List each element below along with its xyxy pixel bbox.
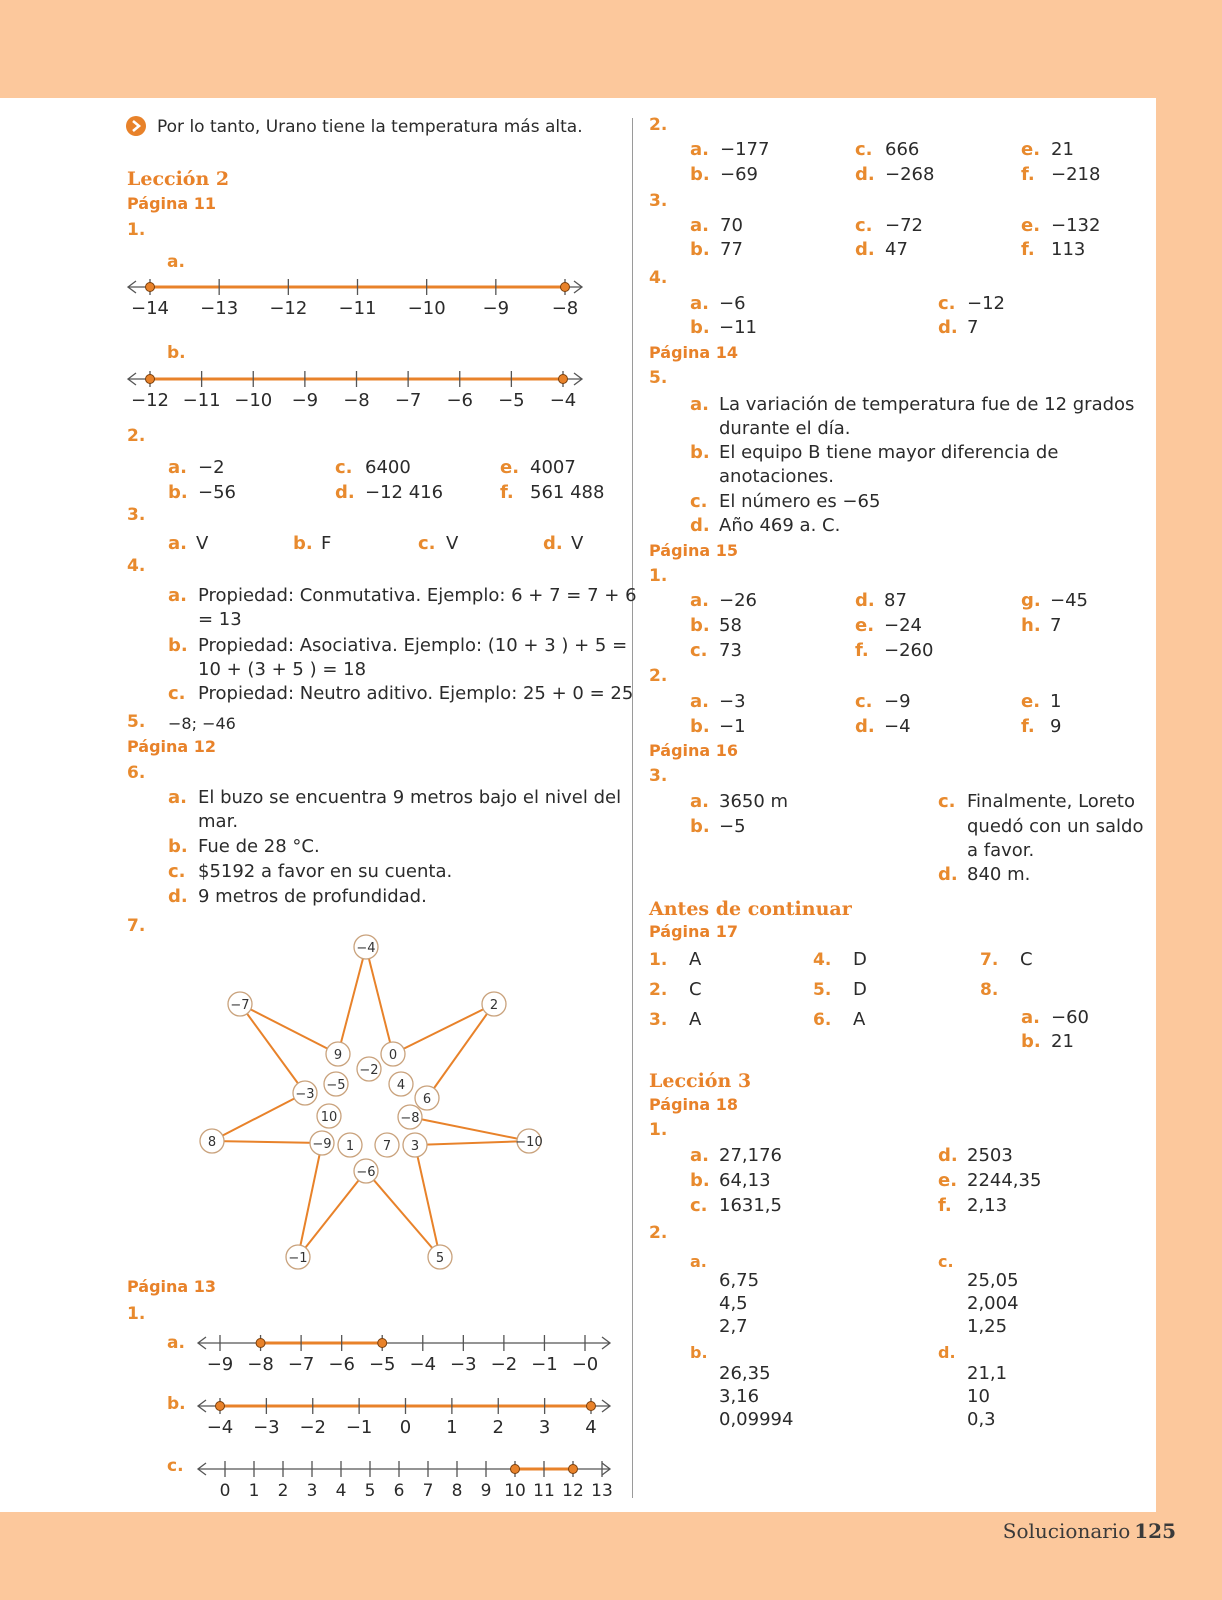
answer-number: 1.	[649, 950, 668, 970]
lesson-3-heading: Lección 3	[649, 1070, 752, 1092]
r-q5c-letter: c.	[690, 491, 708, 512]
star-node-label: −7	[230, 998, 250, 1013]
answer-letter: g.	[1021, 590, 1041, 611]
star-edge	[338, 947, 366, 1054]
p18-q2b-v2: 0,09994	[719, 1409, 794, 1430]
q4-number: 4.	[127, 556, 146, 576]
answer-letter: d.	[855, 590, 875, 611]
p16b-letter: b.	[690, 816, 710, 837]
page-11-label: Página 11	[127, 194, 217, 213]
star-node-label: 9	[333, 1048, 343, 1063]
answer-value: 113	[1051, 239, 1086, 260]
answer-letter: d.	[543, 533, 563, 554]
answer-letter: d.	[855, 716, 875, 737]
answer-value: −72	[885, 215, 923, 236]
answer-letter: c.	[855, 691, 873, 712]
answer-letter: f.	[938, 1195, 952, 1216]
star-node-label: −5	[326, 1078, 346, 1093]
tick-label: −9	[291, 390, 319, 411]
tick-label: −0	[571, 1354, 599, 1375]
point-marker	[378, 1339, 387, 1348]
star-node-label: −8	[400, 1111, 420, 1126]
answer-letter: a.	[690, 215, 709, 236]
answer-letter: a.	[690, 293, 709, 314]
answer-value: −45	[1050, 590, 1088, 611]
r-q4-number: 4.	[649, 268, 668, 288]
q4b-line2: 10 + (3 + 5 ) = 18	[198, 659, 367, 680]
tick-label: −7	[394, 390, 422, 411]
answer-value: 21	[1051, 139, 1074, 160]
star-edge	[212, 1093, 305, 1141]
q4c-letter: c.	[168, 683, 186, 704]
answer-value: 1	[1050, 691, 1062, 712]
p16c-line1: Finalmente, Loreto	[967, 791, 1135, 812]
tick-label: −1	[345, 1417, 373, 1438]
q6b-text: Fue de 28 °C.	[198, 836, 320, 857]
p17-8a-letter: a.	[1021, 1007, 1040, 1028]
point-marker	[587, 1402, 596, 1411]
p17-8b-value: 21	[1051, 1031, 1074, 1052]
q5-answer: −8; −46	[168, 714, 236, 733]
point-marker	[256, 1339, 265, 1348]
answer-letter: c.	[690, 640, 708, 661]
p16b-text: −5	[719, 816, 746, 837]
numberline-13c-svg	[0, 1449, 650, 1509]
star-edge	[298, 1171, 366, 1257]
star-node-label: 7	[382, 1139, 392, 1154]
r-q3-number: 3.	[649, 191, 668, 211]
star-node-label: −3	[295, 1087, 315, 1102]
page-18-label: Página 18	[649, 1095, 739, 1114]
star-edge	[393, 1004, 494, 1054]
answer-value: A	[689, 949, 702, 970]
tick-label: 12	[562, 1481, 584, 1501]
tick-label: −9	[206, 1354, 234, 1375]
tick-label: 2	[492, 1417, 504, 1438]
page-16-label: Página 16	[649, 741, 739, 760]
p18-q2a-v2: 2,7	[719, 1316, 748, 1337]
p15-q2-number: 2.	[649, 666, 668, 686]
star-node-label: 1	[345, 1139, 355, 1154]
star-edge	[240, 1004, 338, 1054]
answer-letter: c.	[418, 533, 436, 554]
q6a-letter: a.	[168, 787, 187, 808]
answer-letter: c.	[855, 139, 873, 160]
answer-value: 77	[720, 239, 743, 260]
answer-value: 666	[885, 139, 920, 160]
answer-value: 70	[720, 215, 743, 236]
answer-value: 58	[719, 615, 742, 636]
page-number: 125	[1134, 1519, 1176, 1543]
answer-letter: b.	[690, 239, 710, 260]
r-q5d-letter: d.	[690, 515, 710, 536]
star-node-label: −1	[288, 1251, 308, 1266]
r-q5a-line1: La variación de temperatura fue de 12 grados	[719, 394, 1135, 415]
star-node-label: 2	[489, 998, 499, 1013]
tick-label: −9	[482, 298, 510, 319]
star-edge	[212, 1141, 322, 1143]
answer-value: −26	[719, 590, 757, 611]
tick-label: 13	[591, 1481, 613, 1501]
numberline-a-label: a.	[167, 252, 185, 272]
answer-value: V	[446, 533, 459, 554]
answer-value: −12 416	[365, 482, 444, 503]
p18-q2a-v1: 4,5	[719, 1293, 748, 1314]
star-edge	[427, 1004, 494, 1098]
p18-q2c-v0: 25,05	[967, 1270, 1019, 1291]
answer-value: 87	[884, 590, 907, 611]
answer-value: 47	[885, 239, 908, 260]
lesson-2-heading: Lección 2	[127, 168, 230, 190]
point-marker	[216, 1402, 225, 1411]
star-node-label: 5	[435, 1251, 445, 1266]
answer-value: −56	[198, 482, 236, 503]
star-node-label: 3	[410, 1139, 420, 1154]
answer-value: D	[853, 979, 867, 1000]
star-node-label: 0	[388, 1048, 398, 1063]
tick-label: −8	[551, 298, 579, 319]
numberline-13b-label: b.	[167, 1394, 186, 1414]
tick-label: −2	[490, 1354, 518, 1375]
tick-label: 10	[504, 1481, 526, 1501]
star-node-label: 6	[422, 1092, 432, 1107]
p18-q2b-v0: 26,35	[719, 1363, 771, 1384]
answer-value: 6400	[365, 457, 411, 478]
answer-value: −218	[1051, 164, 1101, 185]
answer-value: −69	[720, 164, 758, 185]
answer-value: −2	[198, 457, 225, 478]
numberline-13a-svg	[0, 1323, 650, 1383]
answer-value: 2,13	[967, 1195, 1008, 1216]
p18-q2b-v1: 3,16	[719, 1386, 760, 1407]
answer-value: V	[571, 533, 584, 554]
answer-value: −3	[719, 691, 746, 712]
tick-label: −1	[531, 1354, 558, 1375]
p18-q2c-v2: 1,25	[967, 1316, 1008, 1337]
tick-label: −8	[247, 1354, 274, 1375]
answer-number: 2.	[649, 980, 668, 1000]
answer-letter: e.	[938, 1170, 958, 1191]
star-node-label: −9	[312, 1137, 332, 1152]
tick-label: −3	[450, 1354, 477, 1375]
r-q5-number: 5.	[649, 368, 668, 388]
answer-letter: f.	[1021, 716, 1035, 737]
answer-number: 7.	[980, 950, 999, 970]
column-divider	[632, 118, 633, 1498]
q6c-letter: c.	[168, 861, 186, 882]
p16-q3-number: 3.	[649, 766, 668, 786]
answer-letter: c.	[335, 457, 353, 478]
tick-label: −2	[299, 1417, 327, 1438]
tick-label: 0	[399, 1417, 412, 1438]
r-q5a-line2: durante el día.	[719, 418, 851, 439]
tick-label: −10	[407, 298, 446, 319]
answer-letter: b.	[690, 1170, 710, 1191]
answer-value: −268	[885, 164, 935, 185]
p16a-letter: a.	[690, 791, 709, 812]
star-edge	[415, 1141, 529, 1145]
answer-value: −1	[719, 716, 746, 737]
answer-value: 2244,35	[967, 1170, 1042, 1191]
answer-value: 1631,5	[719, 1195, 782, 1216]
tick-label: −8	[343, 390, 370, 411]
tick-label: 4	[585, 1417, 597, 1438]
tick-label: 11	[533, 1481, 555, 1501]
answer-value: 9	[1050, 716, 1062, 737]
tick-label: −4	[206, 1417, 234, 1438]
answer-letter: b.	[690, 615, 710, 636]
tick-label: 9	[480, 1481, 492, 1501]
tick-label: 8	[451, 1481, 463, 1501]
tick-label: −7	[287, 1354, 315, 1375]
answer-letter: a.	[168, 457, 187, 478]
answer-value: 561 488	[530, 482, 605, 503]
p17-8a-value: −60	[1051, 1007, 1089, 1028]
answer-letter: d.	[938, 1145, 958, 1166]
footer-label: Solucionario	[1002, 1519, 1131, 1543]
answer-value: −6	[719, 293, 746, 314]
answer-letter: h.	[1021, 615, 1041, 636]
star-node-label: −2	[359, 1063, 379, 1078]
p18-q2c-v1: 2,004	[967, 1293, 1019, 1314]
r-q5b-line2: anotaciones.	[719, 466, 835, 487]
r-q5c-text: El número es −65	[719, 491, 881, 512]
intro-text: Por lo tanto, Urano tiene la temperatura más alta.	[157, 117, 583, 137]
q4a-line2: = 13	[198, 609, 242, 630]
star-edge	[240, 1004, 305, 1093]
answer-letter: f.	[1021, 239, 1035, 260]
tick-label: −3	[253, 1417, 280, 1438]
star-svg	[0, 0, 620, 1300]
p18-q2c-letter: c.	[938, 1252, 954, 1271]
p16a-text: 3650 m	[719, 791, 789, 812]
answer-value: −9	[884, 691, 911, 712]
q2-number: 2.	[127, 426, 146, 446]
answer-letter: e.	[1021, 139, 1041, 160]
answer-letter: b.	[293, 533, 313, 554]
page-17-label: Página 17	[649, 922, 739, 941]
answer-value: −11	[719, 317, 757, 338]
answer-letter: f.	[500, 482, 514, 503]
r-q5b-letter: b.	[690, 442, 710, 463]
q6d-letter: d.	[168, 886, 188, 907]
q5-number: 5.	[127, 712, 146, 732]
answer-value: C	[689, 979, 702, 1000]
answer-letter: a.	[690, 139, 709, 160]
p18-q2b-letter: b.	[690, 1343, 708, 1362]
q7-number: 7.	[127, 916, 146, 936]
answer-value: −12	[967, 293, 1005, 314]
numberline-13a-label: a.	[167, 1333, 185, 1353]
answer-value: 7	[967, 317, 979, 338]
q4a-letter: a.	[168, 585, 187, 606]
star-edge	[415, 1145, 440, 1257]
q6-number: 6.	[127, 763, 146, 783]
answer-letter: c.	[690, 1195, 708, 1216]
numberline-13b-svg	[0, 1386, 650, 1446]
answer-value: 73	[719, 640, 742, 661]
answer-number: 8.	[980, 980, 999, 1000]
tick-label: −5	[498, 390, 525, 411]
answer-letter: e.	[855, 615, 875, 636]
answer-value: 4007	[530, 457, 576, 478]
numberline-b-label: b.	[167, 343, 186, 363]
p18-q2d-v2: 0,3	[967, 1409, 996, 1430]
p16c-line2: quedó con un saldo	[967, 816, 1144, 837]
page-footer	[1003, 1519, 1176, 1543]
p16c-letter: c.	[938, 791, 956, 812]
q4a-line1: Propiedad: Conmutativa. Ejemplo: 6 + 7 = 7 + 6	[198, 585, 637, 606]
q6c-text: $5192 a favor en su cuenta.	[198, 861, 453, 882]
star-node-label: −6	[356, 1165, 376, 1180]
tick-label: −11	[182, 390, 221, 411]
p17-8b-letter: b.	[1021, 1031, 1041, 1052]
tick-label: −14	[131, 298, 169, 319]
q1-number: 1.	[127, 220, 146, 240]
q6a-line2: mar.	[198, 811, 239, 832]
tick-label: 2	[277, 1481, 289, 1501]
tick-label: 6	[393, 1481, 405, 1501]
star-edge	[366, 947, 393, 1054]
tick-label: 3	[538, 1417, 551, 1438]
answer-letter: b.	[168, 482, 188, 503]
page-15-label: Página 15	[649, 541, 739, 560]
answer-value: D	[853, 949, 867, 970]
page-14-label: Página 14	[649, 343, 739, 362]
numberline-13c-label: c.	[167, 1456, 184, 1476]
q6b-letter: b.	[168, 836, 188, 857]
r-q2-number: 2.	[649, 115, 668, 135]
tick-label: 7	[422, 1481, 434, 1501]
answer-letter: e.	[500, 457, 520, 478]
answer-letter: a.	[690, 1145, 709, 1166]
answer-letter: a.	[690, 691, 709, 712]
p18-q2a-letter: a.	[690, 1252, 707, 1271]
page-12-label: Página 12	[127, 737, 217, 756]
answer-number: 6.	[813, 1010, 832, 1030]
star-node-label: −10	[515, 1135, 543, 1150]
answer-letter: f.	[1021, 164, 1035, 185]
r-q5d-text: Año 469 a. C.	[719, 515, 841, 536]
r-q5a-letter: a.	[690, 394, 709, 415]
answer-value: −4	[884, 716, 911, 737]
answer-number: 3.	[649, 1010, 668, 1030]
tick-label: −10	[234, 390, 273, 411]
p16c-line3: a favor.	[967, 840, 1035, 861]
star-node-label: 10	[320, 1110, 338, 1125]
tick-label: 4	[335, 1481, 347, 1501]
answer-letter: a.	[168, 533, 187, 554]
answer-value: −177	[720, 139, 770, 160]
answer-number: 4.	[813, 950, 832, 970]
p18-q2d-letter: d.	[938, 1343, 956, 1362]
tick-label: −4	[409, 1354, 437, 1375]
answer-number: 5.	[813, 980, 832, 1000]
tick-label: −6	[328, 1354, 355, 1375]
answer-value: A	[689, 1009, 702, 1030]
q3-number: 3.	[127, 505, 146, 525]
q6a-line1: El buzo se encuentra 9 metros bajo el nivel del	[198, 787, 622, 808]
p13-q1-number: 1.	[127, 1304, 146, 1324]
answer-letter: b.	[690, 164, 710, 185]
star-node-label: 4	[396, 1078, 406, 1093]
tick-label: −12	[131, 390, 169, 411]
point-marker	[511, 1465, 520, 1474]
tick-label: −6	[446, 390, 474, 411]
answer-letter: d.	[855, 239, 875, 260]
star-node-label: −4	[356, 941, 376, 956]
point-marker	[569, 1465, 578, 1474]
answer-value: −24	[884, 615, 922, 636]
tick-label: 1	[248, 1481, 260, 1501]
answer-letter: c.	[938, 293, 956, 314]
tick-label: −4	[549, 390, 577, 411]
tick-label: 0	[219, 1481, 231, 1501]
p16d-letter: d.	[938, 864, 958, 885]
tick-label: −5	[368, 1354, 396, 1375]
r-q5b-line1: El equipo B tiene mayor diferencia de	[719, 442, 1059, 463]
answer-value: F	[321, 533, 332, 554]
p15-q1-number: 1.	[649, 566, 668, 586]
answer-letter: e.	[1021, 215, 1041, 236]
answer-value: 7	[1050, 615, 1062, 636]
answer-letter: a.	[690, 590, 709, 611]
answer-letter: b.	[690, 317, 710, 338]
answer-value: A	[853, 1009, 866, 1030]
antes-heading: Antes de continuar	[649, 898, 852, 920]
answer-letter: d.	[335, 482, 355, 503]
tick-label: 5	[364, 1481, 376, 1501]
tick-label: 3	[306, 1481, 318, 1501]
answer-value: −260	[884, 640, 934, 661]
answer-value: 64,13	[719, 1170, 771, 1191]
answer-letter: b.	[690, 716, 710, 737]
answer-value: C	[1020, 949, 1033, 970]
p16d-text: 840 m.	[967, 864, 1031, 885]
answer-value: −132	[1051, 215, 1101, 236]
q6d-text: 9 metros de profundidad.	[198, 886, 427, 907]
answer-value: 2503	[967, 1145, 1013, 1166]
p18-q1-number: 1.	[649, 1120, 668, 1140]
tick-label: −11	[338, 298, 377, 319]
p18-q2-number: 2.	[649, 1223, 668, 1243]
star-node-label: 8	[207, 1135, 217, 1150]
tick-label: 1	[446, 1417, 458, 1438]
answer-value: 27,176	[719, 1145, 782, 1166]
answer-value: V	[196, 533, 209, 554]
answer-letter: c.	[855, 215, 873, 236]
q4c-line1: Propiedad: Neutro aditivo. Ejemplo: 25 + 0 = 25	[198, 683, 634, 704]
star-edge	[298, 1143, 322, 1257]
q4b-letter: b.	[168, 635, 188, 656]
answer-letter: f.	[855, 640, 869, 661]
answer-letter: d.	[938, 317, 958, 338]
tick-label: −13	[200, 298, 239, 319]
q4b-line1: Propiedad: Asociativa. Ejemplo: (10 + 3 ) + 5 =	[198, 635, 628, 656]
tick-label: −12	[269, 298, 308, 319]
page-13-label: Página 13	[127, 1277, 217, 1296]
star-edge	[366, 1171, 440, 1257]
answer-letter: d.	[855, 164, 875, 185]
p18-q2d-v1: 10	[967, 1386, 990, 1407]
star-edge	[410, 1117, 529, 1141]
p18-q2a-v0: 6,75	[719, 1270, 760, 1291]
answer-letter: e.	[1021, 691, 1041, 712]
p18-q2d-v0: 21,1	[967, 1363, 1008, 1384]
